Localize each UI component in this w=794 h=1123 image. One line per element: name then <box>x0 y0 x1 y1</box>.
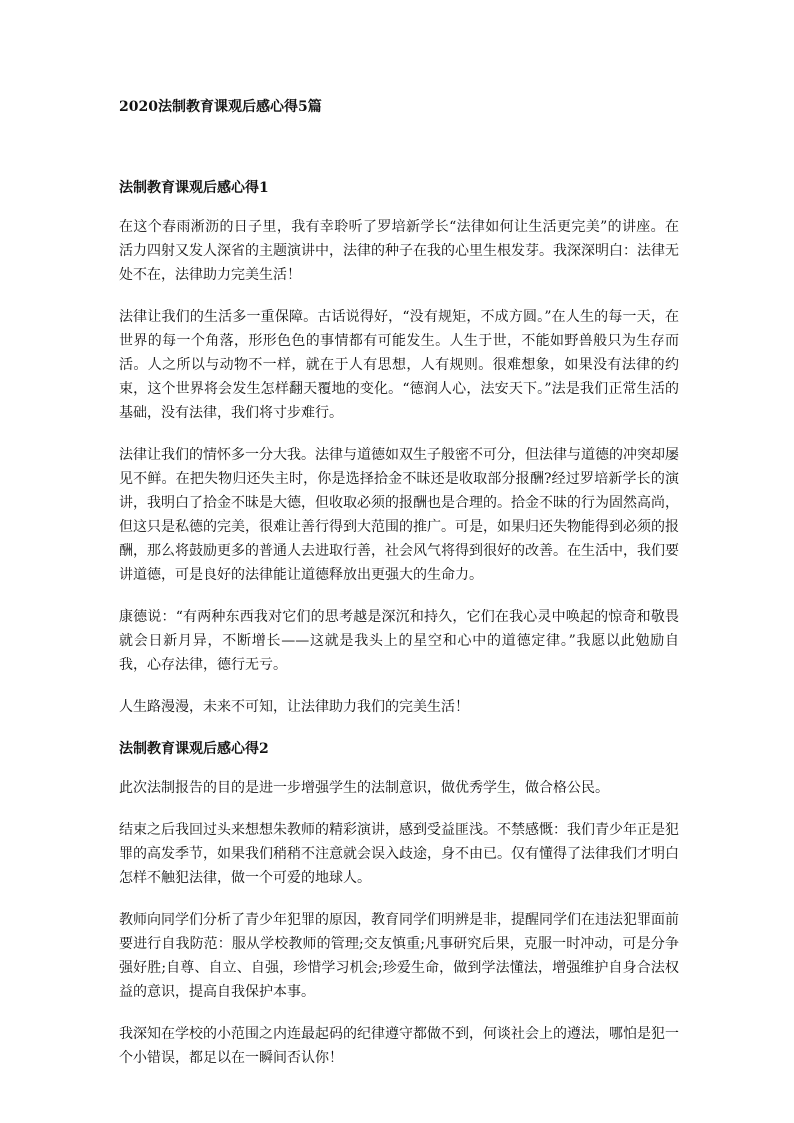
paragraph: 康德说：“有两种东西我对它们的思考越是深沉和持久，它们在我心灵中唤起的惊奇和敬畏就会日新月异，不断增长——这就是我头上的星空和心中的道德定律。”我愿以此勉励自我，心存法律，德行无亏。 <box>119 609 679 673</box>
document-title: 2020法制教育课观后感心得5篇 <box>119 99 322 115</box>
paragraph: 此次法制报告的目的是进一步增强学生的法制意识，做优秀学生，做合格公民。 <box>119 780 609 796</box>
paragraph: 教师向同学们分析了青少年犯罪的原因，教育同学们明辨是非，提醒同学们在违法犯罪面前要进行自我防范：服从学校教师的管理;交友慎重;凡事研究后果，克服一时冲动，可是分争强好胜;自尊、自立、自强，珍惜学习机会;珍爱生命，做到学法懂法，增强维护自身合法权益的意识，提高自我保护本事。 <box>119 912 679 1000</box>
document-body <box>119 176 679 1070</box>
section-heading-1: 法制教育课观后感心得1 <box>119 180 269 196</box>
document-page <box>119 0 679 1123</box>
paragraph: 在这个春雨淅沥的日子里，我有幸聆听了罗培新学长“法律如何让生活更完美”的讲座。在活力四射又发人深省的主题演讲中，法律的种子在我的心里生根发芽。我深深明白：法律无处不在，法律助力完美生活！ <box>119 219 679 283</box>
paragraph: 人生路漫漫，未来不可知，让法律助力我们的完美生活！ <box>119 699 469 715</box>
paragraph: 法律让我们的生活多一重保障。古话说得好，“没有规矩，不成方圆。”在人生的每一天，在世界的每一个角落，形形色色的事情都有可能发生。人生于世，不能如野兽般只为生存而活。人之所以与动物不一样，就在于人有思想，人有规则。很难想象，如果没有法律的约束，这个世界将会发生怎样翻天覆地的变化。“德润人心，法安天下。”法是我们正常生活的基础，没有法律，我们将寸步难行。 <box>119 309 679 421</box>
section-heading-2: 法制教育课观后感心得2 <box>119 741 269 757</box>
paragraph: 法律让我们的情怀多一分大我。法律与道德如双生子般密不可分，但法律与道德的冲突却屡见不鲜。在把失物归还失主时，你是选择拾金不昧还是收取部分报酬?经过罗培新学长的演讲，我明白了拾金不昧是大德，但收取必须的报酬也是合理的。拾金不昧的行为固然高尚，但这只是私德的完美，很难让善行得到大范围的推广。可是，如果归还失物能得到必须的报酬，那么将鼓励更多的普通人去进取行善，社会风气将得到很好的改善。在生活中，我们要讲道德，可是良好的法律能让道德释放出更强大的生命力。 <box>119 447 679 583</box>
paragraph: 我深知在学校的小范围之内连最起码的纪律遵守都做不到，何谈社会上的遵法，哪怕是犯一个小错误，都足以在一瞬间否认你！ <box>119 1026 679 1066</box>
paragraph: 结束之后我回过头来想想朱教师的精彩演讲，感到受益匪浅。不禁感慨：我们青少年正是犯罪的高发季节，如果我们稍稍不注意就会误入歧途，身不由已。仅有懂得了法律我们才明白怎样不触犯法律，做一个可爱的地球人。 <box>119 822 679 886</box>
